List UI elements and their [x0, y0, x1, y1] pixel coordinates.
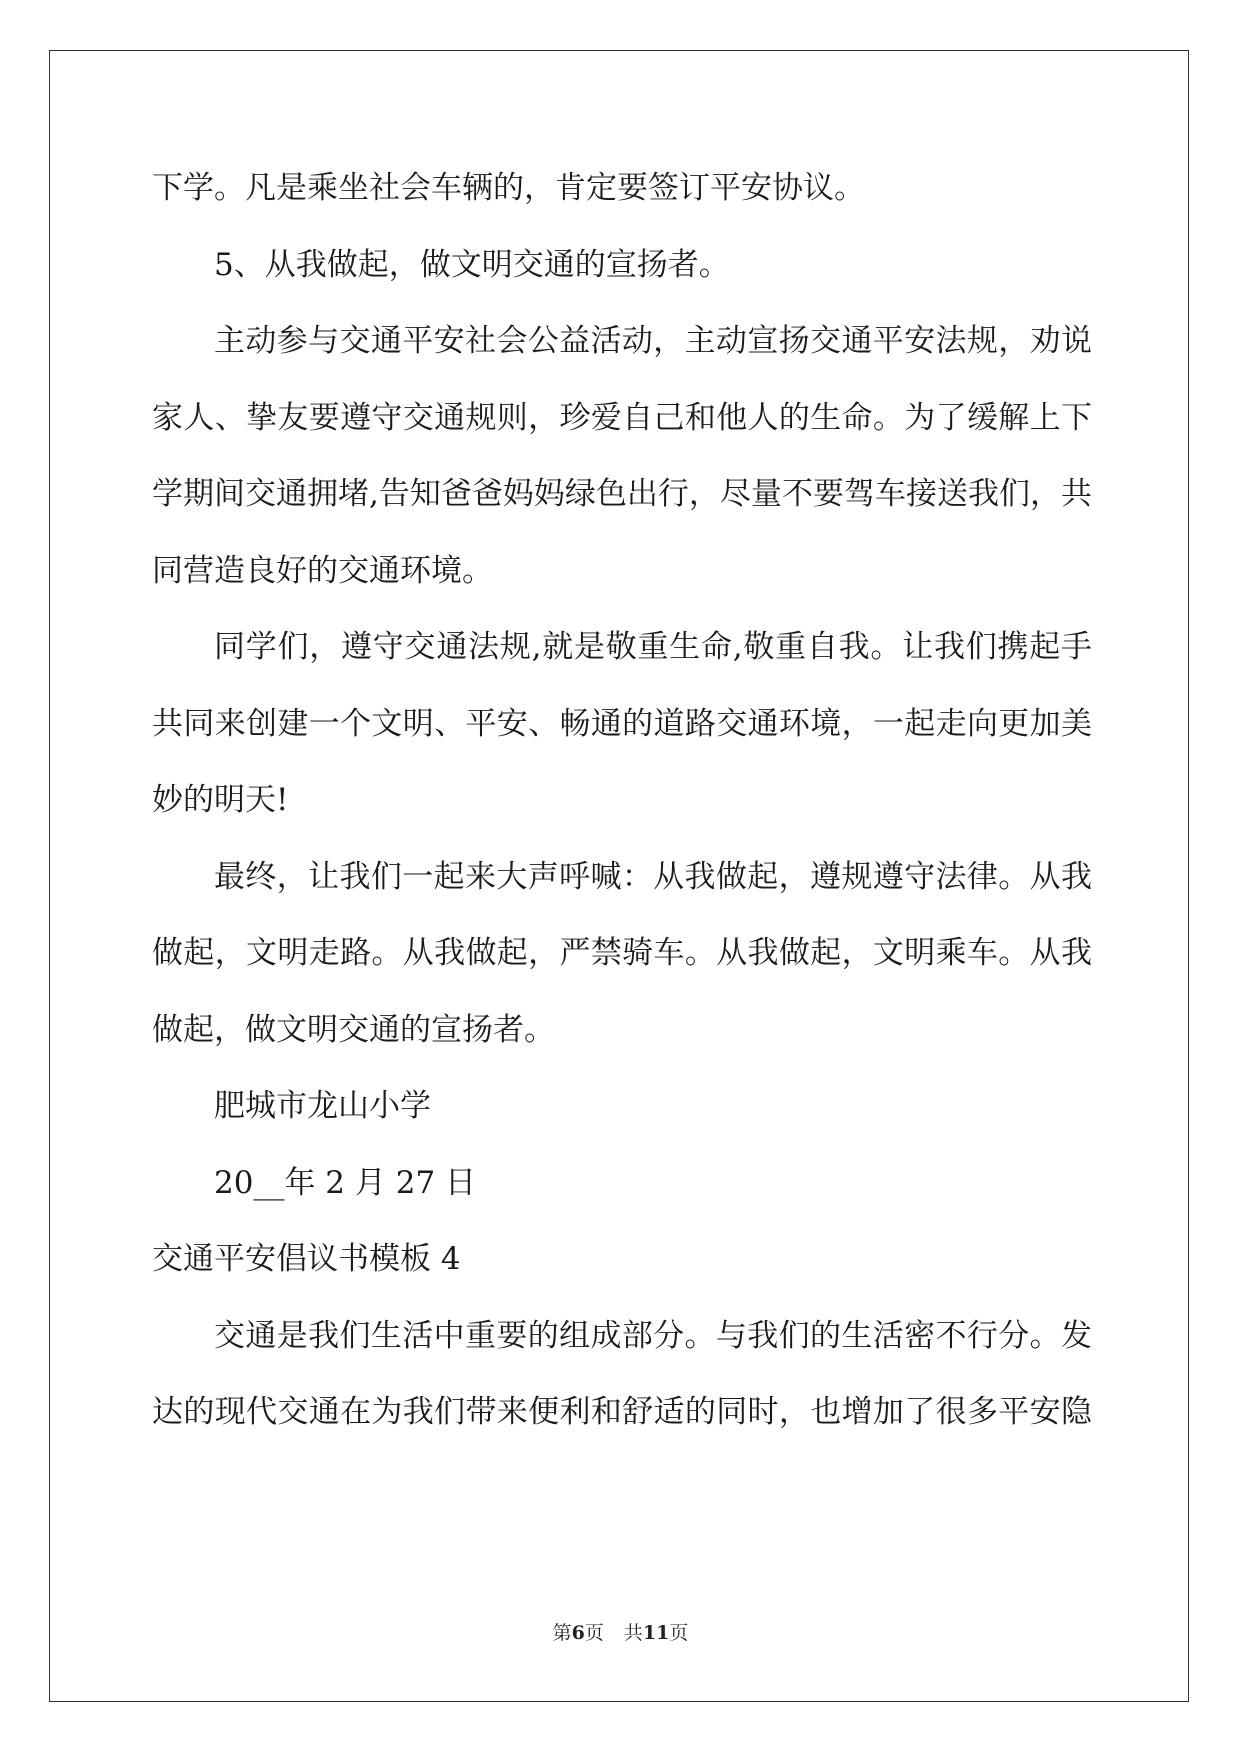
paragraph-line: 家人、挚友要遵守交通规则，珍爱自己和他人的生命。为了缓解上下 — [152, 399, 1092, 436]
paragraph-line: 最终，让我们一起来大声呼喊：从我做起，遵规遵守法律。从我 — [214, 858, 1092, 895]
footer-total-prefix: 共 — [623, 1622, 643, 1644]
paragraph-line: 同学们，遵守交通法规,就是敬重生命,敬重自我。让我们携起手 — [214, 629, 1092, 665]
paragraph-line: 下学。凡是乘坐社会车辆的，肯定要签订平安协议。 — [152, 170, 865, 206]
footer-page-word: 页 — [584, 1622, 604, 1644]
paragraph-line: 做起，做文明交通的宣扬者。 — [152, 1011, 555, 1048]
document-body — [152, 150, 1092, 1451]
section-title: 交通平安倡议书模板 4 — [152, 1241, 461, 1277]
page-number-footer — [0, 1618, 1241, 1645]
paragraph-line: 同营造良好的交通环境。 — [152, 552, 493, 589]
paragraph-line: 妙的明天! — [152, 782, 289, 818]
paragraph-line: 交通是我们生活中重要的组成部分。与我们的生活密不行分。发 — [214, 1317, 1092, 1354]
paragraph-line: 达的现代交通在为我们带来便利和舒适的同时，也增加了很多平安隐 — [152, 1394, 1092, 1430]
footer-suffix: 页 — [669, 1622, 689, 1644]
current-page-number: 6 — [571, 1622, 585, 1644]
paragraph-line: 共同来创建一个文明、平安、畅通的道路交通环境，一起走向更加美 — [152, 705, 1092, 742]
paragraph-line: 做起，文明走路。从我做起，严禁骑车。从我做起，文明乘车。从我 — [152, 935, 1092, 971]
signature-organization: 肥城市龙山小学 — [214, 1088, 431, 1124]
footer-prefix: 第 — [552, 1622, 572, 1644]
paragraph-line: 学期间交通拥堵,告知爸爸妈妈绿色出行，尽量不要驾车接送我们，共 — [152, 476, 1092, 512]
signature-date: 20__年 2 月 27 日 — [214, 1164, 477, 1201]
paragraph-heading: 5、从我做起，做文明交通的宣扬者。 — [214, 246, 730, 283]
paragraph-line: 主动参与交通平安社会公益活动，主动宣扬交通平安法规，劝说 — [214, 323, 1092, 359]
total-page-number: 11 — [642, 1622, 670, 1644]
